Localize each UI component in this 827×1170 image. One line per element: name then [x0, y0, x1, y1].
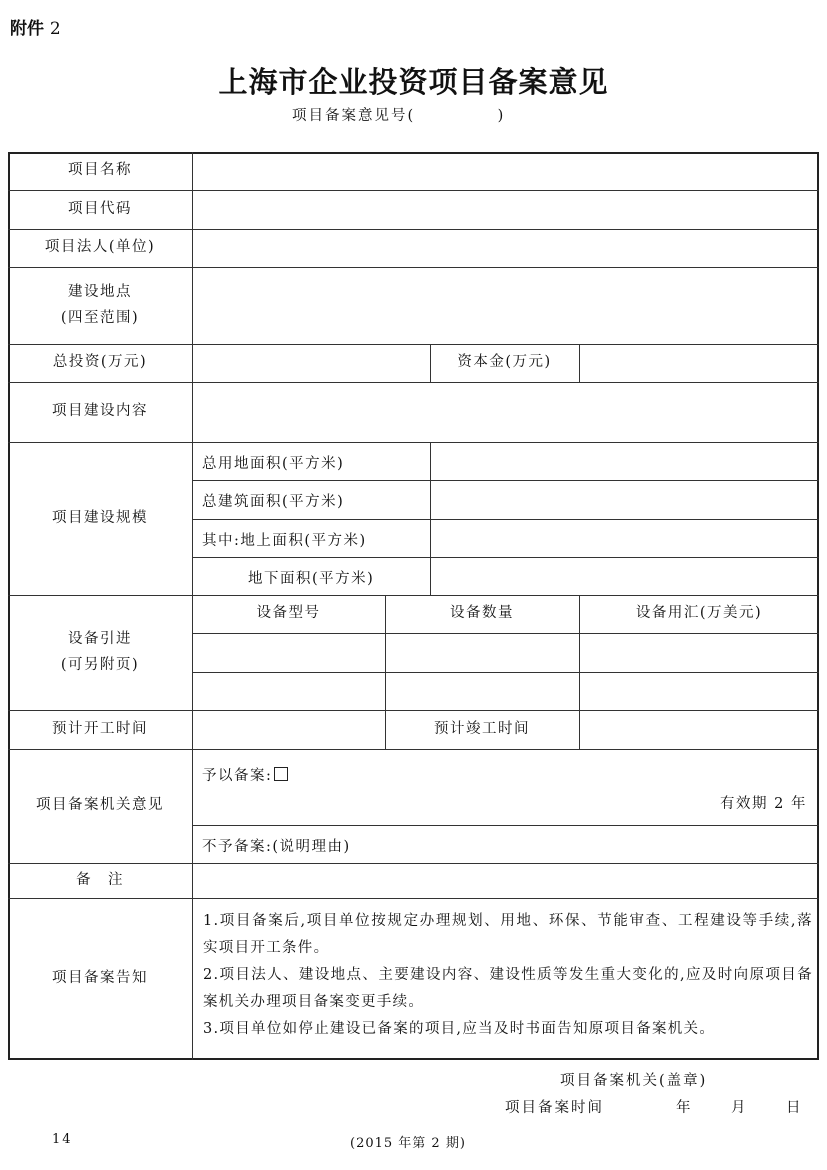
day-label: 日: [786, 1100, 803, 1116]
above-ground-area-label: 其中:地上面积(平方米): [202, 533, 367, 549]
filing-opinion-number: 项目备案意见号( ): [292, 108, 506, 124]
issue-label: (2015 年第 2 期): [350, 1136, 466, 1151]
approve-checkbox[interactable]: [274, 767, 288, 781]
underground-area-label: 地下面积(平方米): [248, 571, 375, 587]
project-legal-entity-label: 项目法人(单位): [44, 239, 156, 256]
attachment-label: 附件 2: [10, 19, 61, 39]
filing-form-table: [8, 152, 819, 1060]
approve-option: 予以备案:: [202, 764, 288, 785]
year-label: 年: [676, 1100, 693, 1116]
equipment-quantity-header: 设备数量: [450, 605, 514, 622]
remarks-label: 备 注: [76, 871, 124, 888]
planned-completion-label: 预计竣工时间: [434, 720, 530, 737]
month-label: 月: [731, 1100, 748, 1116]
project-code-label: 项目代码: [68, 200, 132, 217]
attachment-number: 2: [49, 19, 61, 39]
total-land-area-label: 总用地面积(平方米): [202, 456, 345, 472]
authority-seal-label: 项目备案机关(盖章): [560, 1073, 708, 1089]
equipment-forex-header: 设备用汇(万美元): [635, 605, 763, 622]
project-name-label: 项目名称: [68, 162, 132, 179]
filing-notice-list: [203, 908, 813, 1043]
equipment-model-header: 设备型号: [256, 605, 321, 622]
equipment-import-label: 设备引进 (可另附页): [60, 631, 140, 673]
filing-notice-label: 项目备案告知: [52, 970, 148, 987]
planned-start-label: 预计开工时间: [52, 720, 148, 737]
page-number: 14: [52, 1132, 73, 1147]
registered-capital-label: 资本金(万元): [457, 354, 552, 371]
notice-item: 2.项目法人、建设地点、主要建设内容、建设性质等发生重大变化的,应及时向原项目备案机关办理项目备案变更手续。: [203, 967, 813, 1010]
notice-item: 3.项目单位如停止建设已备案的项目,应当及时书面告知原项目备案机关。: [203, 1021, 716, 1037]
page-title: 上海市企业投资项目备案意见: [218, 65, 609, 99]
filing-time-label: 项目备案时间: [505, 1100, 604, 1116]
notice-item: 1.项目备案后,项目单位按规定办理规划、用地、环保、节能审查、工程建设等手续,落实项目开工条件。: [203, 913, 813, 956]
total-floor-area-label: 总建筑面积(平方米): [202, 494, 345, 510]
total-investment-label: 总投资(万元): [52, 354, 148, 371]
construction-content-label: 项目建设内容: [52, 403, 148, 420]
construction-site-label: 建设地点 (四至范围): [60, 284, 140, 326]
validity-period: 有效期 2 年: [720, 796, 807, 812]
authority-opinion-label: 项目备案机关意见: [36, 797, 164, 814]
construction-scale-label: 项目建设规模: [52, 509, 148, 526]
reject-option: 不予备案:(说明理由): [202, 839, 351, 855]
